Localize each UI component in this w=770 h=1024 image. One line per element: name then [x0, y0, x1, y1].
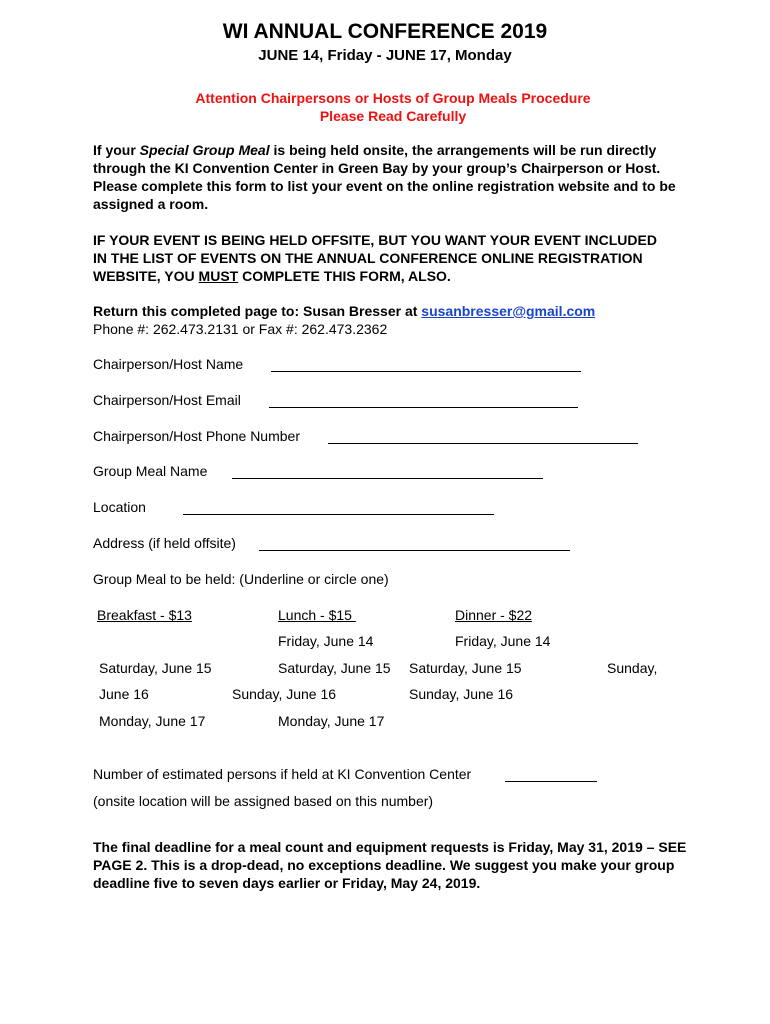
- offsite-paragraph: IF YOUR EVENT IS BEING HELD OFFSITE, BUT YOU WANT YOUR EVENT INCLUDED IN THE LIST OF EVENTS ON THE ANNUAL CONFERENCE ONLINE REGISTRATION WEBSITE, YOU MUST COMPLETE THIS FORM, ALSO.: [93, 232, 657, 284]
- lunch-option[interactable]: Lunch - $15: [278, 607, 356, 623]
- return-instructions: Return this completed page to: Susan Bresser at susanbresser@gmail.com: [93, 303, 596, 319]
- dinner-saturday[interactable]: Saturday, June 15: [409, 660, 522, 676]
- dinner-sunday[interactable]: Sunday, June 16: [409, 686, 514, 702]
- host-phone-label: Chairperson/Host Phone Number: [93, 428, 300, 444]
- notice-heading: Attention Chairpersons or Hosts of Group Meals Procedure: [195, 90, 591, 106]
- page-title: WI ANNUAL CONFERENCE 2019: [222, 20, 548, 43]
- special-group-meal-emphasis: Special Group Meal: [139, 142, 270, 158]
- email-link[interactable]: susanbresser@gmail.com: [421, 303, 596, 319]
- must-emphasis: MUST: [198, 268, 239, 284]
- intro-paragraph: If your Special Group Meal is being held onsite, the arrangements will be run directly through the KI Convention Center in Green Bay by your group’s Chairperson or Host. Please complete this form to list your event on the online registration website and to be assigned a room.: [93, 142, 676, 212]
- host-phone-field[interactable]: [328, 429, 638, 444]
- conference-dates: JUNE 14, Friday - JUNE 17, Monday: [258, 47, 512, 64]
- deadline-paragraph: The final deadline for a meal count and equipment requests is Friday, May 31, 2019 – SEE PAGE 2. This is a drop-dead, no exceptions deadline. We suggest you make your group deadline five to seven days earlier or Friday, May 24, 2019.: [93, 839, 687, 891]
- location-label: Location: [93, 499, 146, 515]
- breakfast-sunday-part2[interactable]: June 16: [99, 686, 149, 702]
- lunch-friday[interactable]: Friday, June 14: [278, 633, 374, 649]
- host-email-field[interactable]: [269, 393, 578, 408]
- breakfast-saturday[interactable]: Saturday, June 15: [99, 660, 212, 676]
- breakfast-monday[interactable]: Monday, June 17: [99, 713, 206, 729]
- estimate-label: Number of estimated persons if held at KI Convention Center: [93, 766, 472, 782]
- host-email-label: Chairperson/Host Email: [93, 392, 241, 408]
- estimate-note: (onsite location will be assigned based on this number): [93, 793, 434, 809]
- location-field[interactable]: [183, 500, 494, 515]
- meal-name-label: Group Meal Name: [93, 463, 208, 479]
- address-field[interactable]: [259, 536, 570, 551]
- breakfast-option[interactable]: Breakfast - $13: [97, 607, 192, 623]
- contact-numbers: Phone #: 262.473.2131 or Fax #: 262.473.2362: [93, 321, 388, 337]
- lunch-sunday[interactable]: Sunday, June 16: [232, 686, 337, 702]
- dinner-friday[interactable]: Friday, June 14: [455, 633, 551, 649]
- notice-subheading: Please Read Carefully: [319, 108, 467, 124]
- meal-name-field[interactable]: [232, 464, 543, 479]
- estimate-field[interactable]: [505, 767, 597, 782]
- address-label: Address (if held offsite): [93, 535, 236, 551]
- meal-prompt: Group Meal to be held: (Underline or circle one): [93, 571, 389, 587]
- host-name-field[interactable]: [271, 357, 581, 372]
- dinner-option[interactable]: Dinner - $22: [455, 607, 533, 623]
- host-name-label: Chairperson/Host Name: [93, 356, 244, 372]
- lunch-saturday[interactable]: Saturday, June 15: [278, 660, 391, 676]
- breakfast-sunday-part1[interactable]: Sunday,: [607, 660, 658, 676]
- lunch-monday[interactable]: Monday, June 17: [278, 713, 385, 729]
